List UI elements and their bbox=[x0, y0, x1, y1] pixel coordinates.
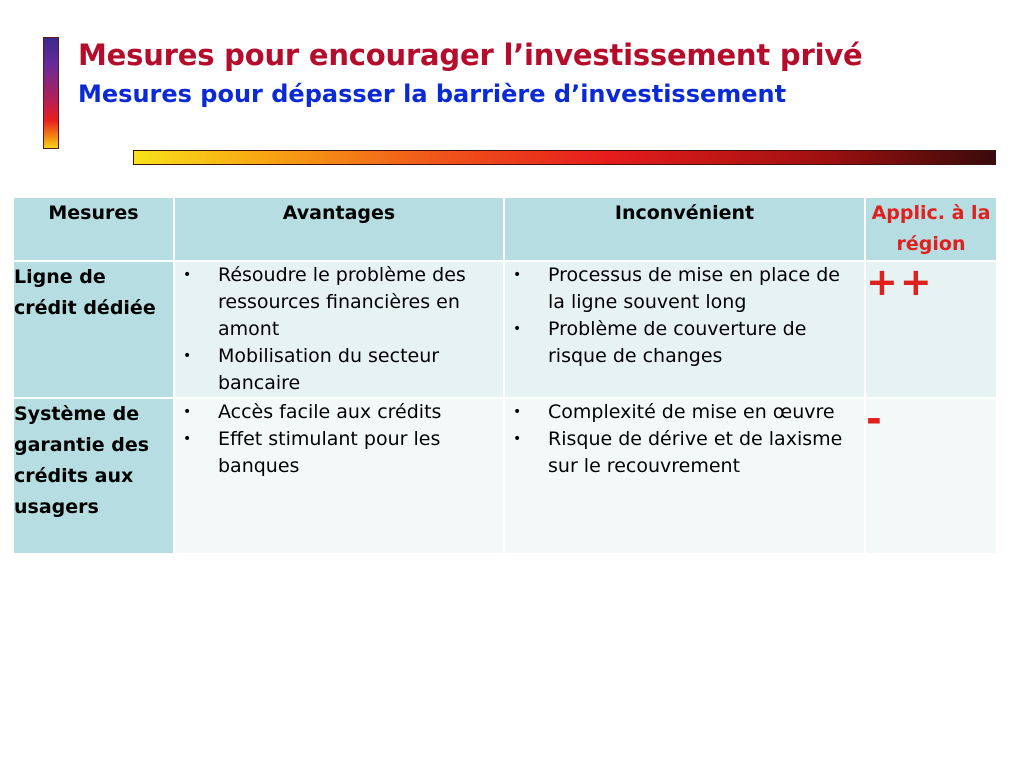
avantages-cell bbox=[174, 261, 504, 398]
list-item: • Problème de couverture de risque de changes bbox=[505, 316, 864, 370]
inconvenient-cell bbox=[504, 261, 865, 398]
list-item: • Accès facile aux crédits bbox=[175, 399, 503, 426]
row-label-ligne-credit: Ligne de crédit dédiée bbox=[13, 261, 174, 398]
inconvenient-cell bbox=[504, 398, 865, 554]
slide-subtitle: Mesures pour dépasser la barrière d’investissement bbox=[78, 80, 787, 108]
list-item: • Résoudre le problème des ressources financières en amont bbox=[175, 262, 503, 343]
avantages-list bbox=[175, 262, 503, 397]
table-header-row bbox=[13, 197, 997, 261]
table-row bbox=[13, 261, 997, 398]
row-label-systeme-garantie: Système de garantie des crédits aux usagers bbox=[13, 398, 174, 554]
vertical-gradient-bar bbox=[43, 37, 59, 149]
avantages-cell bbox=[174, 398, 504, 554]
header-mesures: Mesures bbox=[13, 197, 174, 261]
applic-rating: - bbox=[865, 398, 997, 554]
table-row bbox=[13, 398, 997, 554]
list-item: • Risque de dérive et de laxisme sur le recouvrement bbox=[505, 426, 864, 480]
inconvenient-list bbox=[505, 399, 864, 480]
list-item: • Effet stimulant pour les banques bbox=[175, 426, 503, 480]
header-applic: Applic. à la région bbox=[865, 197, 997, 261]
horizontal-gradient-bar bbox=[133, 150, 996, 165]
slide-title: Mesures pour encourager l’investissement privé bbox=[78, 38, 863, 72]
applic-rating: ++ bbox=[865, 261, 997, 398]
list-item: • Processus de mise en place de la ligne souvent long bbox=[505, 262, 864, 316]
list-item: • Mobilisation du secteur bancaire bbox=[175, 343, 503, 397]
header-avantages: Avantages bbox=[174, 197, 504, 261]
avantages-list bbox=[175, 399, 503, 480]
list-item: • Complexité de mise en œuvre bbox=[505, 399, 864, 426]
header-inconvenient: Inconvénient bbox=[504, 197, 865, 261]
measures-table bbox=[12, 196, 998, 555]
inconvenient-list bbox=[505, 262, 864, 370]
